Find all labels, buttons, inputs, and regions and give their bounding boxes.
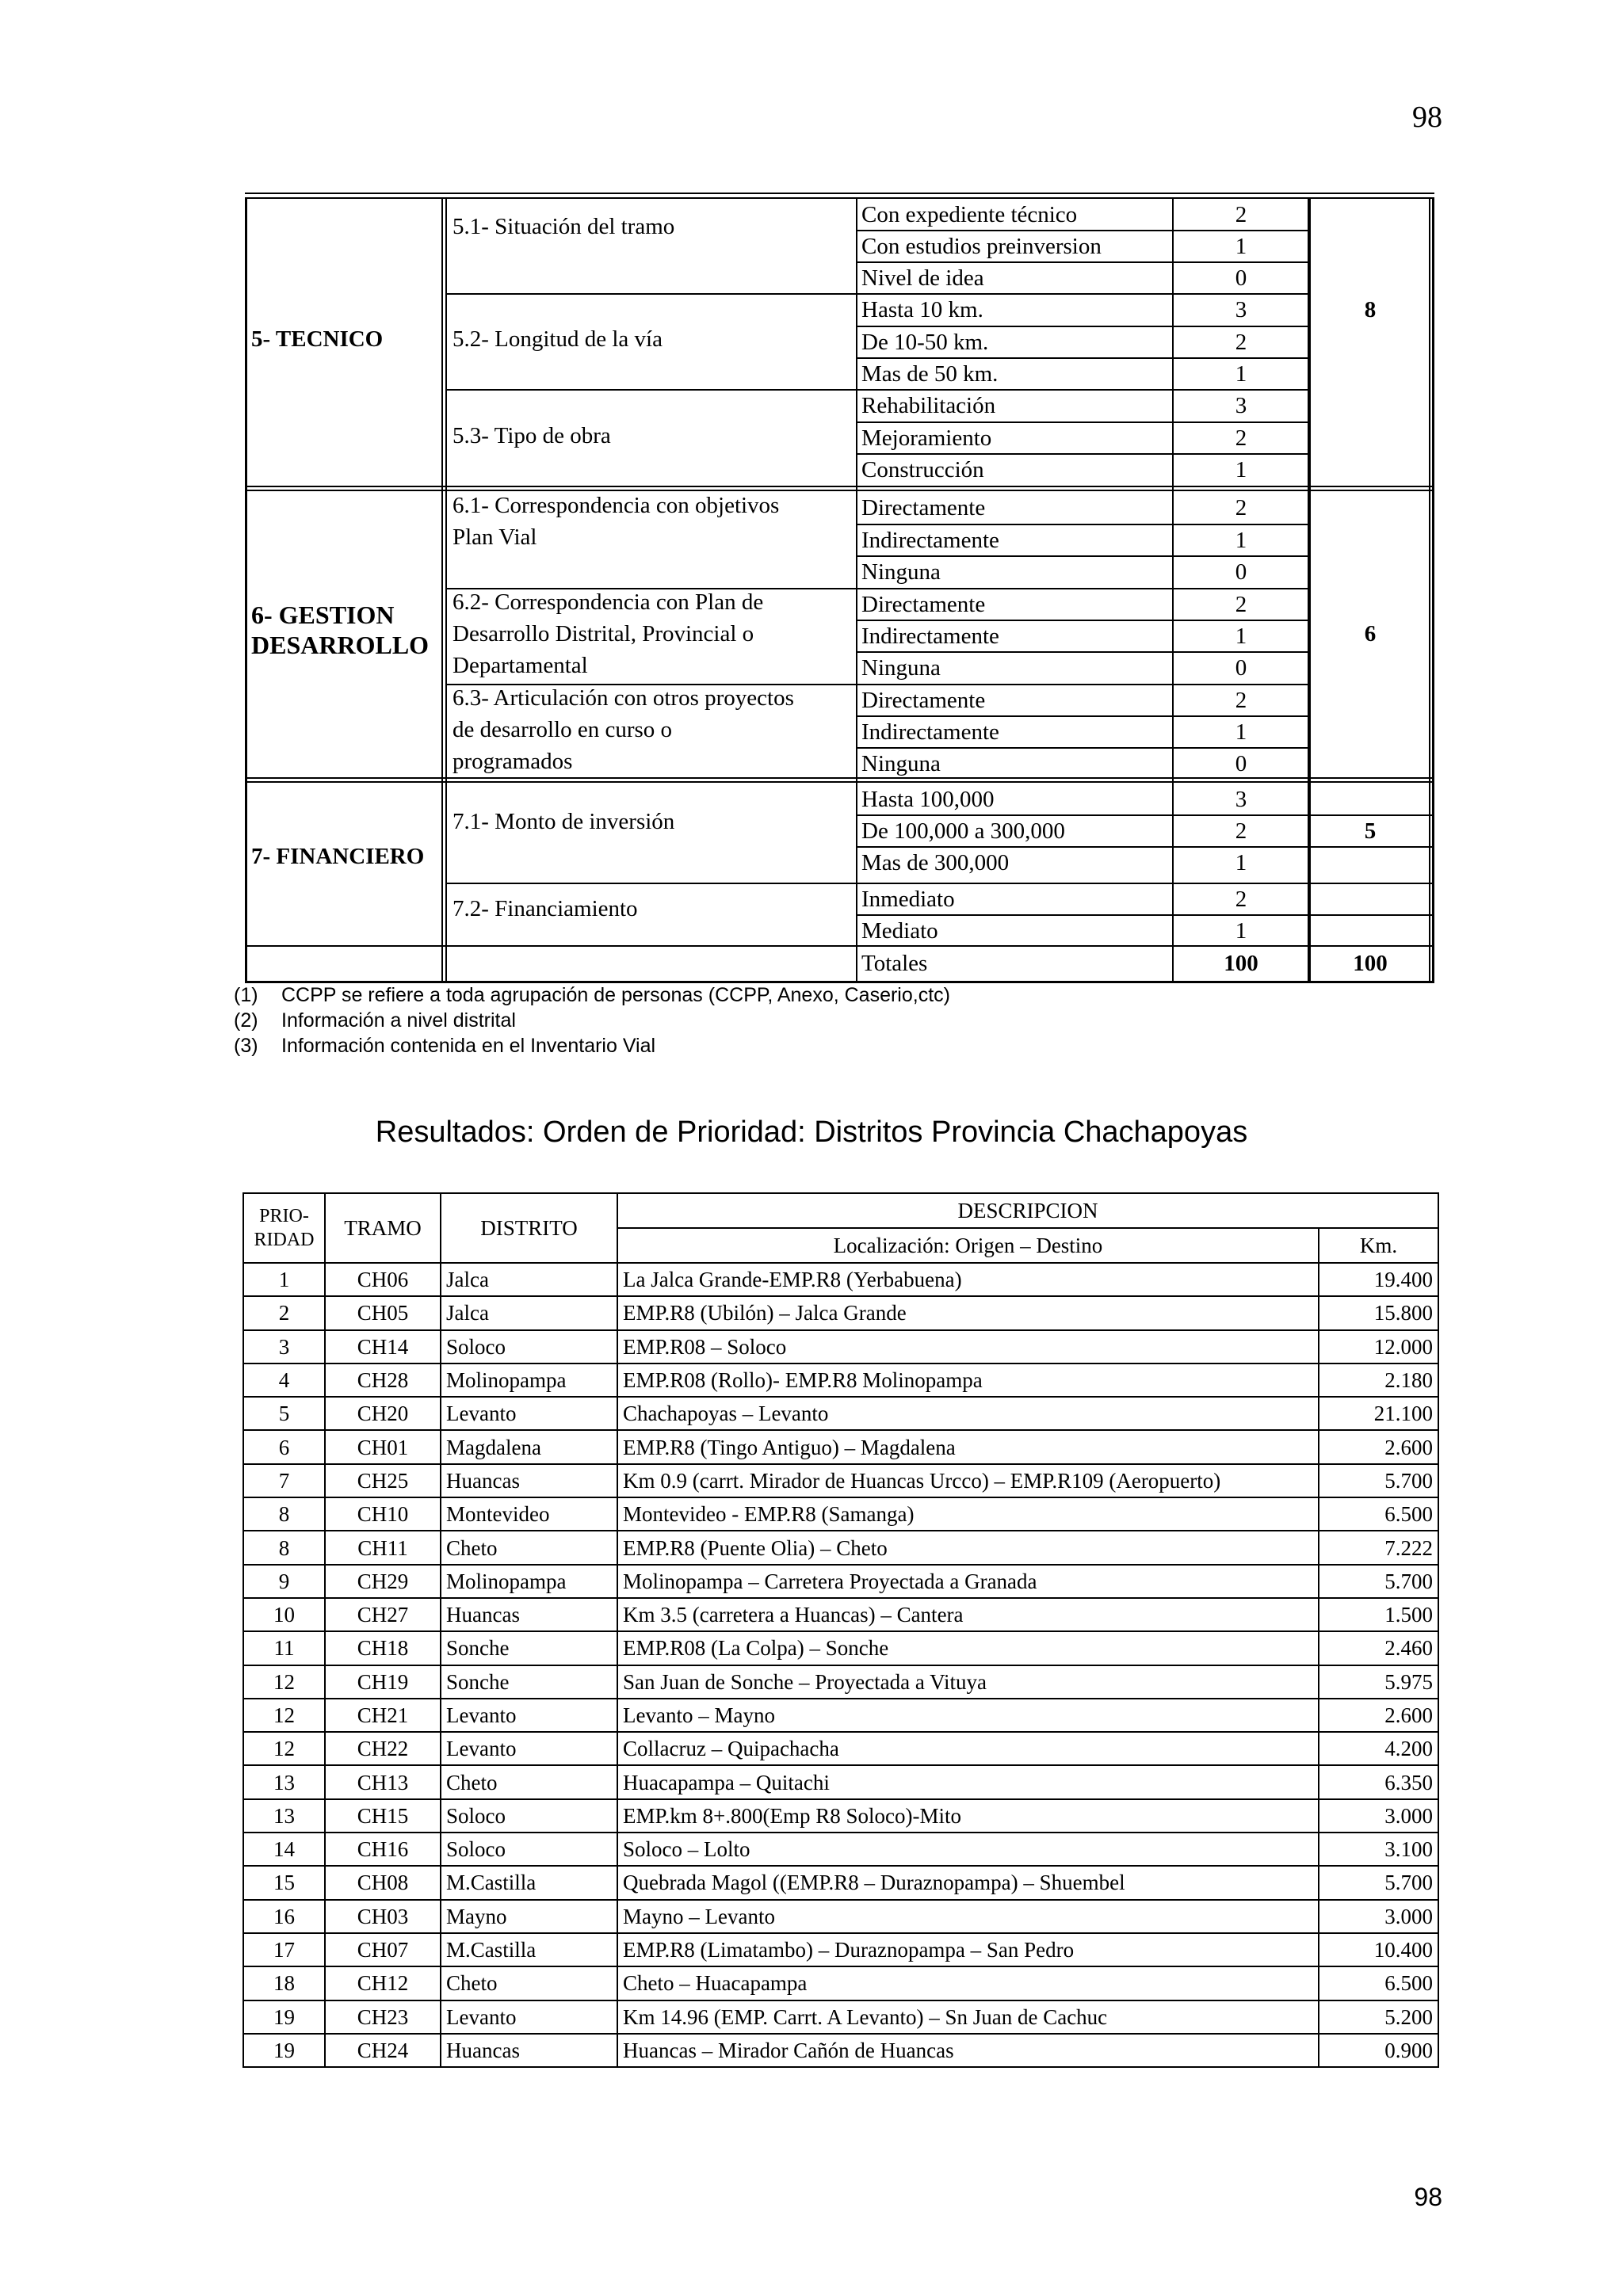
localizacion-cell: EMP.R8 (Tingo Antiguo) – Magdalena	[617, 1430, 1319, 1463]
table-row	[243, 1799, 1438, 1833]
table-row	[243, 1833, 1438, 1866]
results-title: Resultados: Orden de Prioridad: Distritos Provincia Chachapoyas	[375, 1116, 1248, 1149]
option-score: 1	[1235, 361, 1247, 387]
km-cell: 3.100	[1319, 1833, 1438, 1866]
localizacion-cell: Chachapoyas – Levanto	[617, 1397, 1319, 1430]
km-cell: 5.200	[1319, 2000, 1438, 2034]
prioridad-cell: 14	[243, 1833, 325, 1866]
option-label: Rehabilitación	[861, 393, 996, 418]
option-score: 3	[1235, 297, 1247, 322]
table-border	[447, 389, 1311, 391]
table-border	[245, 490, 1434, 491]
tramo-cell: CH23	[325, 2000, 441, 2034]
option-score: 1	[1235, 457, 1247, 482]
option-label: Indirectamente	[861, 528, 999, 553]
option-score: 2	[1235, 887, 1247, 912]
localizacion-cell: Soloco – Lolto	[617, 1833, 1319, 1866]
table-row	[243, 1397, 1438, 1430]
option-score: 3	[1235, 393, 1247, 418]
option-score: 0	[1235, 559, 1247, 585]
group-name-gestion-line1: 6- GESTION	[251, 601, 395, 629]
subcriterion-label: Departamental	[453, 653, 588, 678]
prioridad-cell: 16	[243, 1900, 325, 1933]
distrito-cell: Levanto	[441, 1699, 617, 1732]
tramo-cell: CH18	[325, 1631, 441, 1665]
distrito-cell: Cheto	[441, 1765, 617, 1798]
localizacion-cell: EMP.R08 – Soloco	[617, 1330, 1319, 1363]
distrito-cell: Sonche	[441, 1631, 617, 1665]
option-label: Directamente	[861, 495, 986, 521]
tramo-cell: CH11	[325, 1531, 441, 1564]
prioridad-cell: 6	[243, 1430, 325, 1463]
km-cell: 2.600	[1319, 1699, 1438, 1732]
option-label: Mas de 300,000	[861, 850, 1010, 875]
table-border	[1309, 914, 1434, 916]
localizacion-cell: Cheto – Huacapampa	[617, 1966, 1319, 2000]
table-row	[243, 2000, 1438, 2034]
prioridad-cell: 12	[243, 1665, 325, 1699]
tramo-cell: CH13	[325, 1765, 441, 1798]
header-row	[243, 1193, 1438, 1228]
totals-total: 100	[1353, 951, 1388, 976]
option-score: 0	[1235, 751, 1247, 776]
km-cell: 1.500	[1319, 1598, 1438, 1631]
option-score: 2	[1235, 818, 1247, 844]
group-total-financiero: 5	[1364, 818, 1377, 844]
tramo-cell: CH25	[325, 1464, 441, 1497]
distrito-cell: Huancas	[441, 1464, 617, 1497]
prioridad-cell: 17	[243, 1933, 325, 1966]
table-border	[245, 197, 247, 982]
table-border	[245, 945, 1434, 947]
group-name-gestion-line2: DESARROLLO	[251, 631, 430, 659]
localizacion-cell: Mayno – Levanto	[617, 1900, 1319, 1933]
localizacion-cell: EMP.R8 (Puente Olia) – Cheto	[617, 1531, 1319, 1564]
option-score: 1	[1235, 624, 1247, 649]
header-descripcion: DESCRIPCION	[617, 1193, 1438, 1228]
subcriterion-label: programados	[453, 749, 573, 774]
prioridad-cell: 8	[243, 1497, 325, 1531]
tramo-cell: CH16	[325, 1833, 441, 1866]
distrito-cell: Magdalena	[441, 1430, 617, 1463]
header-distrito: DISTRITO	[441, 1193, 617, 1263]
prioridad-cell: 12	[243, 1732, 325, 1765]
footnotes	[234, 982, 950, 1058]
option-score: 2	[1235, 688, 1247, 713]
km-cell: 6.500	[1319, 1497, 1438, 1531]
table-row	[243, 1665, 1438, 1699]
table-border	[245, 777, 1434, 779]
table-border	[856, 524, 1311, 525]
prioridad-cell: 10	[243, 1598, 325, 1631]
totals-label: Totales	[861, 951, 928, 976]
option-label: Directamente	[861, 688, 986, 713]
totals-score: 100	[1224, 951, 1258, 976]
table-border	[1432, 197, 1434, 982]
table-border	[245, 486, 1434, 487]
tramo-cell: CH07	[325, 1933, 441, 1966]
tramo-cell: CH19	[325, 1665, 441, 1699]
option-score: 2	[1235, 202, 1247, 227]
group-name-tecnico: 5- TECNICO	[251, 326, 384, 352]
option-label: Hasta 10 km.	[861, 297, 983, 322]
footnote	[234, 1033, 950, 1058]
tramo-cell: CH22	[325, 1732, 441, 1765]
distrito-cell: Huancas	[441, 1598, 617, 1631]
option-score: 2	[1235, 425, 1247, 451]
table-row	[243, 1531, 1438, 1564]
tramo-cell: CH21	[325, 1699, 441, 1732]
distrito-cell: Levanto	[441, 1732, 617, 1765]
option-label: Mejoramiento	[861, 425, 992, 451]
option-label: Con expediente técnico	[861, 202, 1078, 227]
subcriterion-label: Plan Vial	[453, 524, 537, 550]
prioridad-cell: 3	[243, 1330, 325, 1363]
km-cell: 2.180	[1319, 1363, 1438, 1397]
option-label: Mediato	[861, 918, 938, 944]
distrito-cell: Montevideo	[441, 1497, 617, 1531]
table-border	[445, 197, 447, 982]
km-cell: 5.700	[1319, 1464, 1438, 1497]
tramo-cell: CH06	[325, 1263, 441, 1296]
table-border	[245, 193, 1434, 194]
localizacion-cell: EMP.km 8+.800(Emp R8 Soloco)-Mito	[617, 1799, 1319, 1833]
option-score: 1	[1235, 528, 1247, 553]
table-row	[243, 1598, 1438, 1631]
km-cell: 2.460	[1319, 1631, 1438, 1665]
localizacion-cell: Quebrada Magol ((EMP.R8 – Duraznopampa) – Shuembel	[617, 1866, 1319, 1899]
table-border	[856, 230, 1311, 231]
tramo-cell: CH10	[325, 1497, 441, 1531]
prioridad-cell: 19	[243, 2034, 325, 2067]
header-km: Km.	[1319, 1228, 1438, 1263]
header-tramo: TRAMO	[325, 1193, 441, 1263]
option-label: De 100,000 a 300,000	[861, 818, 1065, 844]
option-label: Mas de 50 km.	[861, 361, 999, 387]
localizacion-cell: San Juan de Sonche – Proyectada a Vituya	[617, 1665, 1319, 1699]
localizacion-cell: Km 0.9 (carrt. Mirador de Huancas Urcco) – EMP.R109 (Aeropuerto)	[617, 1464, 1319, 1497]
km-cell: 19.400	[1319, 1263, 1438, 1296]
group-name-financiero: 7- FINANCIERO	[251, 844, 425, 869]
localizacion-cell: EMP.R8 (Ubilón) – Jalca Grande	[617, 1296, 1319, 1329]
prioridad-cell: 15	[243, 1866, 325, 1899]
option-label: Inmediato	[861, 887, 955, 912]
km-cell: 3.000	[1319, 1799, 1438, 1833]
table-row	[243, 1866, 1438, 1899]
localizacion-cell: EMP.R8 (Limatambo) – Duraznopampa – San Pedro	[617, 1933, 1319, 1966]
table-row	[243, 1296, 1438, 1329]
table-border	[441, 197, 443, 982]
option-score: 2	[1235, 592, 1247, 617]
subcriterion-label: Desarrollo Distrital, Provincial o	[453, 621, 754, 646]
option-label: Indirectamente	[861, 624, 999, 649]
tramo-cell: CH14	[325, 1330, 441, 1363]
table-row	[243, 1565, 1438, 1598]
subcriterion-label: 6.3- Articulación con otros proyectos	[453, 685, 794, 711]
subcriterion-label: 5.3- Tipo de obra	[453, 423, 611, 448]
tramo-cell: CH15	[325, 1799, 441, 1833]
table-row	[243, 1732, 1438, 1765]
option-label: Ninguna	[861, 655, 941, 681]
km-cell: 5.700	[1319, 1866, 1438, 1899]
option-label: Ninguna	[861, 751, 941, 776]
distrito-cell: Cheto	[441, 1966, 617, 2000]
distrito-cell: Molinopampa	[441, 1363, 617, 1397]
localizacion-cell: Montevideo - EMP.R8 (Samanga)	[617, 1497, 1319, 1531]
table-row	[243, 1933, 1438, 1966]
km-cell: 7.222	[1319, 1531, 1438, 1564]
table-border	[856, 620, 1311, 621]
prioridad-cell: 18	[243, 1966, 325, 2000]
table-row	[243, 1699, 1438, 1732]
distrito-cell: Soloco	[441, 1330, 617, 1363]
km-cell: 15.800	[1319, 1296, 1438, 1329]
table-border	[1309, 883, 1434, 884]
tramo-cell: CH01	[325, 1430, 441, 1463]
table-border	[856, 914, 1311, 916]
tramo-cell: CH29	[325, 1565, 441, 1598]
page-number-top: 98	[1412, 101, 1442, 134]
localizacion-cell: Huancas – Mirador Cañón de Huancas	[617, 2034, 1319, 2067]
table-border	[447, 293, 1311, 295]
table-border	[856, 197, 857, 982]
option-score: 1	[1235, 234, 1247, 259]
table-border	[856, 421, 1311, 423]
distrito-cell: Mayno	[441, 1900, 617, 1933]
group-total-tecnico: 8	[1364, 297, 1377, 322]
km-cell: 21.100	[1319, 1397, 1438, 1430]
table-border	[856, 453, 1311, 455]
tramo-cell: CH20	[325, 1397, 441, 1430]
table-border	[1309, 814, 1434, 816]
prioridad-cell: 9	[243, 1565, 325, 1598]
localizacion-cell: Km 14.96 (EMP. Carrt. A Levanto) – Sn Juan de Cachuc	[617, 2000, 1319, 2034]
option-score: 1	[1235, 918, 1247, 944]
option-label: Directamente	[861, 592, 986, 617]
table-border	[1309, 846, 1434, 848]
table-border	[856, 555, 1311, 557]
km-cell: 12.000	[1319, 1330, 1438, 1363]
distrito-cell: Huancas	[441, 2034, 617, 2067]
option-score: 0	[1235, 655, 1247, 681]
table-border	[856, 715, 1311, 717]
distrito-cell: Levanto	[441, 2000, 617, 2034]
km-cell: 5.975	[1319, 1665, 1438, 1699]
table-border	[856, 261, 1311, 263]
localizacion-cell: Collacruz – Quipachacha	[617, 1732, 1319, 1765]
table-row	[243, 1330, 1438, 1363]
subcriterion-label: 7.2- Financiamiento	[453, 896, 638, 921]
localizacion-cell: La Jalca Grande-EMP.R8 (Yerbabuena)	[617, 1263, 1319, 1296]
option-label: Hasta 100,000	[861, 787, 995, 812]
table-border	[856, 846, 1311, 848]
localizacion-cell: Levanto – Mayno	[617, 1699, 1319, 1732]
prioridad-cell: 11	[243, 1631, 325, 1665]
subcriterion-label: 7.1- Monto de inversión	[453, 809, 675, 834]
distrito-cell: Sonche	[441, 1665, 617, 1699]
table-border	[856, 326, 1311, 327]
prioridad-cell: 2	[243, 1296, 325, 1329]
km-cell: 0.900	[1319, 2034, 1438, 2067]
subcriterion-label: 6.1- Correspondencia con objetivos	[453, 493, 780, 518]
header-prioridad-line2: RIDAD	[254, 1230, 315, 1250]
prioridad-cell: 4	[243, 1363, 325, 1397]
tramo-cell: CH12	[325, 1966, 441, 2000]
option-label: Construcción	[861, 457, 984, 482]
footnote-text: CCPP se refiere a toda agrupación de personas (CCPP, Anexo, Caserio,ctc)	[281, 984, 950, 1006]
prioridad-cell: 5	[243, 1397, 325, 1430]
table-border	[856, 814, 1311, 816]
distrito-cell: M.Castilla	[441, 1933, 617, 1966]
km-cell: 5.700	[1319, 1565, 1438, 1598]
distrito-cell: Cheto	[441, 1531, 617, 1564]
table-row	[243, 1765, 1438, 1798]
option-score: 1	[1235, 850, 1247, 875]
subcriterion-label: de desarrollo en curso o	[453, 717, 673, 742]
footnote	[234, 982, 950, 1008]
km-cell: 10.400	[1319, 1933, 1438, 1966]
subcriterion-label: 5.2- Longitud de la vía	[453, 326, 663, 352]
table-border	[245, 197, 1434, 199]
table-border	[447, 883, 1311, 884]
table-border	[245, 781, 1434, 783]
tramo-cell: CH24	[325, 2034, 441, 2067]
option-label: Con estudios preinversion	[861, 234, 1102, 259]
tramo-cell: CH08	[325, 1866, 441, 1899]
footnote-number: (1)	[234, 984, 258, 1006]
tramo-cell: CH05	[325, 1296, 441, 1329]
localizacion-cell: Huacapampa – Quitachi	[617, 1765, 1319, 1798]
subcriterion-label: 5.1- Situación del tramo	[453, 214, 675, 239]
prioridad-cell: 1	[243, 1263, 325, 1296]
distrito-cell: Jalca	[441, 1296, 617, 1329]
tramo-cell: CH28	[325, 1363, 441, 1397]
header-prioridad	[243, 1193, 325, 1263]
km-cell: 6.350	[1319, 1765, 1438, 1798]
table-row	[243, 1966, 1438, 2000]
localizacion-cell: EMP.R08 (La Colpa) – Sonche	[617, 1631, 1319, 1665]
footnote-text: Información contenida en el Inventario Vial	[281, 1035, 656, 1057]
table-row	[243, 1631, 1438, 1665]
option-label: Nivel de idea	[861, 265, 984, 291]
distrito-cell: Soloco	[441, 1833, 617, 1866]
tramo-cell: CH03	[325, 1900, 441, 1933]
option-score: 2	[1235, 330, 1247, 355]
km-cell: 2.600	[1319, 1430, 1438, 1463]
header-localizacion: Localización: Origen – Destino	[617, 1228, 1319, 1263]
distrito-cell: Levanto	[441, 1397, 617, 1430]
option-label: Indirectamente	[861, 719, 999, 745]
table-row	[243, 1430, 1438, 1463]
table-border	[856, 747, 1311, 749]
footnote-number: (3)	[234, 1035, 258, 1057]
footnote-text: Información a nivel distrital	[281, 1009, 516, 1032]
page-number-bottom: 98	[1414, 2183, 1442, 2211]
localizacion-cell: Km 3.5 (carretera a Huancas) – Cantera	[617, 1598, 1319, 1631]
distrito-cell: Soloco	[441, 1799, 617, 1833]
km-cell: 6.500	[1319, 1966, 1438, 2000]
localizacion-cell: EMP.R08 (Rollo)- EMP.R8 Molinopampa	[617, 1363, 1319, 1397]
table-border	[856, 357, 1311, 359]
table-row	[243, 1900, 1438, 1933]
distrito-cell: M.Castilla	[441, 1866, 617, 1899]
footnote	[234, 1008, 950, 1033]
results-table	[242, 1192, 1439, 2068]
prioridad-cell: 7	[243, 1464, 325, 1497]
distrito-cell: Molinopampa	[441, 1565, 617, 1598]
criteria-table	[245, 193, 1434, 982]
table-row	[243, 1263, 1438, 1296]
distrito-cell: Jalca	[441, 1263, 617, 1296]
option-score: 2	[1235, 495, 1247, 521]
prioridad-cell: 13	[243, 1765, 325, 1798]
option-score: 0	[1235, 265, 1247, 291]
footnote-number: (2)	[234, 1009, 258, 1032]
prioridad-cell: 8	[243, 1531, 325, 1564]
subcriterion-label: 6.2- Correspondencia con Plan de	[453, 589, 764, 615]
tramo-cell: CH27	[325, 1598, 441, 1631]
prioridad-cell: 12	[243, 1699, 325, 1732]
option-score: 3	[1235, 787, 1247, 812]
localizacion-cell: Molinopampa – Carretera Proyectada a Granada	[617, 1565, 1319, 1598]
prioridad-cell: 19	[243, 2000, 325, 2034]
table-row	[243, 1464, 1438, 1497]
option-score: 1	[1235, 719, 1247, 745]
table-row	[243, 1363, 1438, 1397]
table-row	[243, 2034, 1438, 2067]
header-prioridad-line1: PRIO-	[259, 1206, 309, 1226]
option-label: Ninguna	[861, 559, 941, 585]
km-cell: 4.200	[1319, 1732, 1438, 1765]
option-label: De 10-50 km.	[861, 330, 989, 355]
table-border	[856, 651, 1311, 653]
km-cell: 3.000	[1319, 1900, 1438, 1933]
prioridad-cell: 13	[243, 1799, 325, 1833]
group-total-gestion: 6	[1364, 621, 1377, 646]
table-row	[243, 1497, 1438, 1531]
